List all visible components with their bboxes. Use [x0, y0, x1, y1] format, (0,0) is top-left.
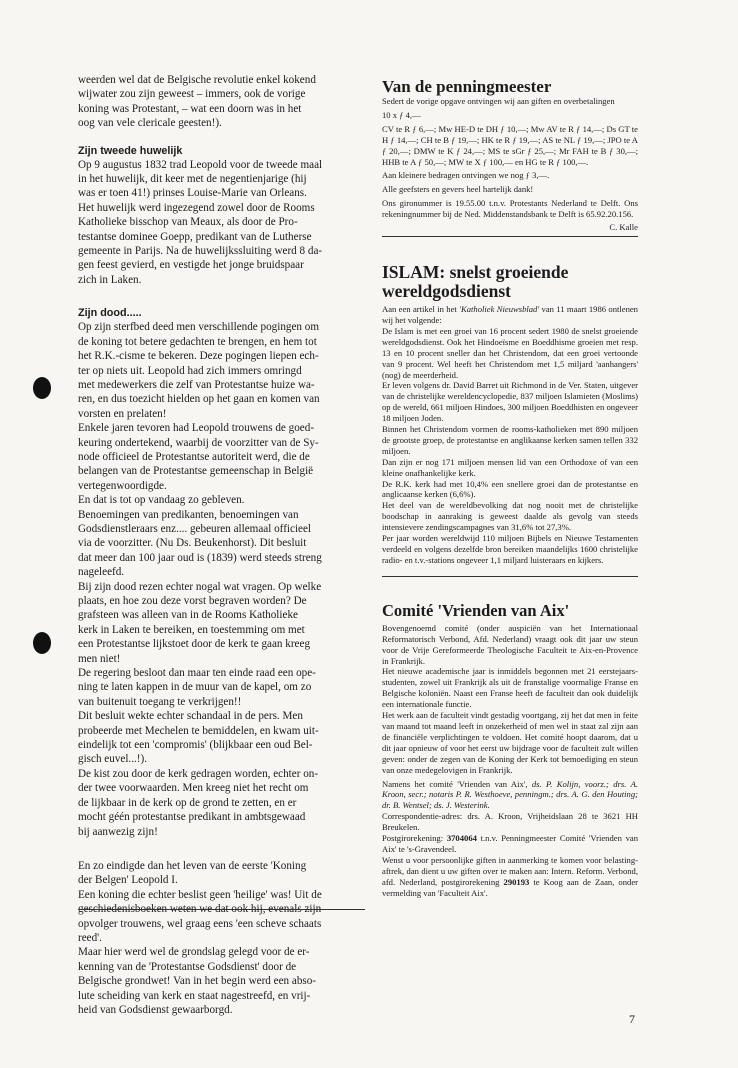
text-line: heid van Godsdienst gewaarborgd.: [78, 1003, 233, 1016]
text-line: het R.K.-cisme te bekeren. Deze pogingen liepen ech-: [78, 350, 319, 363]
treasurer-section: [382, 77, 638, 232]
comite-correspondence: Correspondentie-adres: drs. A. Kroon, Vrijheidslaan 28 te 3621 HH Breukelen.: [382, 811, 638, 833]
text-line: grafsteen was alleen van in de Rooms Katholieke: [78, 609, 298, 622]
text-line: testantse dominee Goepp, predikant van de Lutherse: [78, 230, 312, 243]
text-line: vorsten en prelaten!: [78, 407, 167, 420]
intro-paragraph: [78, 73, 365, 131]
left-end-rule: [78, 909, 365, 910]
islam-title-line: wereldgodsdienst: [382, 281, 511, 302]
text-line: eindelijk tot een 'compromis' (blijkbaar een oud Bel-: [78, 739, 313, 752]
text-line: gemeente in Parijs. Na de huwelijkssluiting werd 8 da-: [78, 245, 323, 258]
text-line: ning te laten kappen in de muur van de kapel, om zo: [78, 681, 312, 694]
comite-giro: [382, 833, 638, 855]
text-line: met medewerkers die zelf van Protestantse huize wa-: [78, 378, 315, 391]
text-line: van buitenuit toegang te verkrijgen!!: [78, 695, 242, 708]
text-line: Katholieke bisschop van Meaux, als door de Pro-: [78, 216, 298, 229]
text-line: lute scheiding van kerk en staat nagestreefd, en vrij-: [78, 989, 311, 1002]
comite-section: [382, 601, 638, 899]
islam-paragraph: De R.K. kerk had met 10,4% een snellere groei dan de protestantse en anglicaanse kerken (6,6%).: [382, 478, 638, 500]
page-number: 7: [629, 1012, 635, 1026]
text-line: Maar hier werd wel de grondslag gelegd voor de er-: [78, 946, 310, 959]
committee-members: ds. P. Kolijn, voorz.; drs. A. Kroon, secr.; notaris P. R. Westhoeve, penningm.; drs. A. G. den Houting; dr. B. Wentsel; ds. J. Westerink.: [382, 778, 638, 811]
text-line: opvolger trouwens, wel graag eens 'een scheve schaats: [78, 917, 322, 930]
text-line: der Belgen' Leopold I.: [78, 874, 178, 887]
text-line: weerden wel dat de Belgische revolutie enkel kokend: [78, 74, 316, 86]
text-run: Wenst u voor persoonlijke giften in aanmerking te komen voor belasting-aftrek, dan dient u uw giften over te maken aan: Intern. Reform. Verbond, afd. Nederland, postgirorekening: [382, 854, 638, 887]
text-line: dat meer dan 100 jaar oud is (1839) werd steeds streng: [78, 551, 322, 564]
text-line: Dit besluit wekte echter schandaal in de pers. Men: [78, 710, 303, 723]
text-line: Op zijn sterfbed deed men verschillende pogingen om: [78, 321, 319, 334]
text-run: van 11 maart 1986 ontlenen wij het volgende:: [382, 304, 638, 325]
text-line: kenning van de 'Protestantse Godsdienst' door de: [78, 960, 297, 973]
text-line: men niet!: [78, 652, 121, 665]
text-run: te Koog aan de Zaan, onder vermelding van 'Faculteit Aix'.: [382, 876, 638, 898]
text-line: de lijkbaar in de kerk op de grond te zetten, en er: [78, 796, 297, 809]
islam-paragraph: Per jaar worden wereldwijd 110 miljoen Bijbels en Nieuwe Testamenten verdeeld en volgens dezelfde bron bereiken maandelijks 1600 christelijke radio- en t.v.-stations ongeveer 1,1 miljard luisteraars en kijkers.: [382, 533, 638, 565]
text-line: De kist zou door de kerk gedragen worden, echter on-: [78, 767, 319, 780]
comite-paragraph: Bovengenoemd comité (onder auspiciën van het Internationaal Reformatorisch Verbond, Afd. Nederland) vraagt ook dit jaar uw steun voor de Vrije Gereformeerde Theologische Faculteit te Aix-en-Provence in Frankrijk.: [382, 622, 638, 666]
text-line: Het huwelijk werd ingezegend zowel door de Rooms: [78, 201, 315, 214]
text-line: oog van vele clericale geesten!).: [78, 117, 222, 130]
treasurer-donations: CV te R ƒ 6,—; Mw HE-D te DH ƒ 10,—; Mw AV te R ƒ 14,—; Ds GT te H ƒ 14,—; CH te B ƒ 19,—; HK te R ƒ 19,—; AS te NL ƒ 19,—; JPO te A ƒ 20,—; DMW te K ƒ 24,—; MS te sGr ƒ 25,—; Mr FAH te B ƒ 30,—; HHB te A ƒ 50,—; MW te X ƒ 100,— en HG te R ƒ 100,—.: [382, 123, 638, 167]
heading-death: Zijn dood.....: [78, 307, 142, 320]
left-column: [78, 73, 365, 1017]
text-line: belangen van de Protestantse gemeenschap in België: [78, 465, 314, 478]
text-line: ren, en dus toezicht hielden op het gaan en komen van: [78, 393, 320, 406]
text-line: probeerde met Mechelen te bemiddelen, en kwam uit-: [78, 724, 319, 737]
islam-section: [382, 263, 638, 566]
text-line: plaats, en hoe zou deze vorst begraven worden? De: [78, 595, 307, 607]
treasurer-thanks: Alle geefsters en gevers heel hartelijk dank!: [382, 184, 534, 195]
punch-hole-bottom: [33, 632, 51, 654]
islam-intro: [382, 304, 638, 326]
treasurer-accounts: Ons gironummer is 19.55.00 t.n.v. Protestants Nederland te Delft. Ons rekeningnummer bij de Ned. Middenstandsbank te Delft is 65.92.20.156.: [382, 198, 638, 220]
text-line: keuring ondertekend, waarbij de voorzitter van de Sy-: [78, 436, 319, 449]
comite-paragraph: Het nieuwe academische jaar is inmiddels begonnen met 21 eerstejaars-studenten, zowel uit Frankrijk als uit de franstalige voormalige Franse en Belgische koloniën. Naast een Franse heeft de faculteit dan ook duidelijk een internationale functie.: [382, 666, 638, 710]
text-line: gen feest gevierd, en vestigde het jonge bruidspaar: [78, 259, 304, 272]
comite-title: Comité 'Vrienden van Aix': [382, 600, 570, 620]
giro-number: 3704064: [446, 833, 477, 844]
treasurer-title: Van de penningmeester: [382, 77, 552, 96]
text-line: Benoemingen van predikanten, benoemingen van: [78, 508, 299, 521]
islam-paragraph: De Islam is met een groei van 16 procent sedert 1980 de snelst groeiende wereldgodsdienst. Ook het Hindoeïsme en Boeddhisme groeien met resp. 13 en 10 procent sneller dan het Christendom, dat een groei vertoonde van 9 procent. Wel heeft het Christendom met 1,5 miljard 'aanhangers' (nog) de meerderheid.: [382, 325, 638, 380]
death-section: [78, 320, 365, 839]
text-line: En zo eindigde dan het leven van de eerste 'Koning: [78, 859, 307, 872]
right-column: [382, 77, 638, 898]
islam-paragraph: Het deel van de wereldbevolking dat nog nooit met de christelijke boodschap in aanraking is geweest daalde als gevolg van steeds intensievere zendingscampagnes van 31,6% tot 27,3%.: [382, 500, 638, 533]
treasurer-signature: C. Kalle: [609, 222, 638, 233]
text-line: geschiedenisboeken weten we dat ook hij, evenals zijn: [78, 903, 322, 916]
text-line: de koning tot betere gedachten te brengen, en hem tot: [78, 335, 317, 348]
islam-title-line: ISLAM: snelst groeiende: [382, 262, 569, 283]
text-line: bij aanwezig zijn!: [78, 825, 158, 838]
text-line: kerk in Laken te bereiken, en toestemming om met: [78, 623, 305, 636]
text-line: koning was Protestant, – wat een doorn was in het: [78, 102, 302, 115]
text-line: wijwater zou zijn geweest – immers, ook de vorige: [78, 88, 306, 101]
text-line: Godsdienstleraars enz.... gebeuren allemaal officieel: [78, 522, 312, 535]
text-line: Bij zijn dood rezen echter nogal wat vragen. Op welke: [78, 580, 322, 593]
text-line: reed'.: [78, 931, 102, 944]
treasurer-small-amounts: Aan kleinere bedragen ontvingen we nog ƒ 3,—.: [382, 170, 550, 181]
text-run: Namens het comité 'Vrienden van Aix',: [382, 778, 532, 789]
islam-paragraph: Dan zijn er nog 171 miljoen mensen lid van een Orthodoxe of van een kleine onafhankelijke kerk.: [382, 456, 638, 478]
text-line: een Protestantse lijkstoet door de kerk te gaan kreeg: [78, 638, 311, 651]
comite-tax: [382, 855, 638, 899]
islam-paragraph: Binnen het Christendom vormen de rooms-katholieken met 890 miljoen de grootste groep, de protestantse en anglikaanse kerken samen tellen 332 miljoen.: [382, 424, 638, 456]
text-line: gisch euvel...!).: [78, 753, 147, 766]
text-line: der twee voorwaarden. Men kreeg niet het recht om: [78, 782, 309, 795]
comite-names: [382, 779, 638, 812]
text-run: Aan een artikel in het: [382, 304, 460, 315]
text-line: via de voorzitter. (Nu Ds. Beukenhorst). Dit besluit: [78, 537, 307, 550]
text-line: nageleefd.: [78, 566, 125, 579]
text-line: in het huwelijk, dit keer met de negentienjarige (hij: [78, 173, 307, 186]
text-line: was er toen 41!) prinses Louise-Marie van Orleans.: [78, 187, 307, 200]
text-line: De regering besloot dan maar ten einde raad een ope-: [78, 667, 316, 680]
treasurer-intro: Sedert de vorige opgave ontvingen wij aan giften en overbetalingen: [382, 96, 615, 106]
islam-title: [382, 263, 638, 301]
postgiro-number: 290193: [503, 876, 530, 887]
text-run: t.n.v. Penningmeester Comité 'Vrienden van Aix' te 's-Gravendeel.: [382, 833, 638, 854]
text-line: vertegenwoordigde.: [78, 479, 167, 492]
heading-second-marriage: Zijn tweede huwelijk: [78, 144, 183, 157]
text-run: Postgirorekening:: [382, 833, 447, 844]
punch-hole-top: [33, 377, 51, 399]
text-line: Een koning die echter beslist geen 'heilige' was! Uit de: [78, 888, 322, 901]
text-line: zich in Laken.: [78, 273, 142, 286]
text-line: ter op niets uit. Leopold had zich immers omringd: [78, 364, 302, 377]
treasurer-count: 10 x ƒ 4,—: [382, 109, 421, 120]
text-line: Enkele jaren tevoren had Leopold trouwens de goed-: [78, 422, 315, 435]
islam-paragraph: Er leven volgens dr. David Barret uit Richmond in de Ver. Staten, uitgever van de christelijke wereldencyclopedie, 837 miljoen Islamieten (Moslims) op de wereld, 661 miljoen Hindoes, 300 miljoen Boeddhisten en ongeveer 18 miljoen Joden.: [382, 380, 638, 424]
marriage-section: [78, 158, 365, 288]
ending-section: [78, 859, 365, 1017]
text-line: Op 9 augustus 1832 trad Leopold voor de tweede maal: [78, 158, 323, 171]
text-line: mocht géén protestantse predikant in ambtsgewaad: [78, 811, 306, 824]
comite-paragraph: Het werk aan de faculteit vindt gestadig voortgang, zij het dat men in feite van maand tot maand leeft in onzekerheid of men wel in staat zal zijn aan de financiële verplichtingen te voldoen. Het comité hoopt daarom, dat u dit jaar opnieuw of voor het eerst uw bijdrage voor de faculteit zult willen geven: onder de zegen van de Koning der Kerk tot bemoediging en steun van onze medegelovigen in Frankrijk.: [382, 710, 638, 775]
text-line: En dat is tot op vandaag zo gebleven.: [78, 494, 245, 507]
text-line: Belgische grondwet! Van in het begin werd een abso-: [78, 975, 317, 988]
text-line: node officieel de Protestantse autoriteit werd, die de: [78, 450, 310, 463]
source-name: 'Katholiek Nieuwsblad': [459, 304, 540, 315]
